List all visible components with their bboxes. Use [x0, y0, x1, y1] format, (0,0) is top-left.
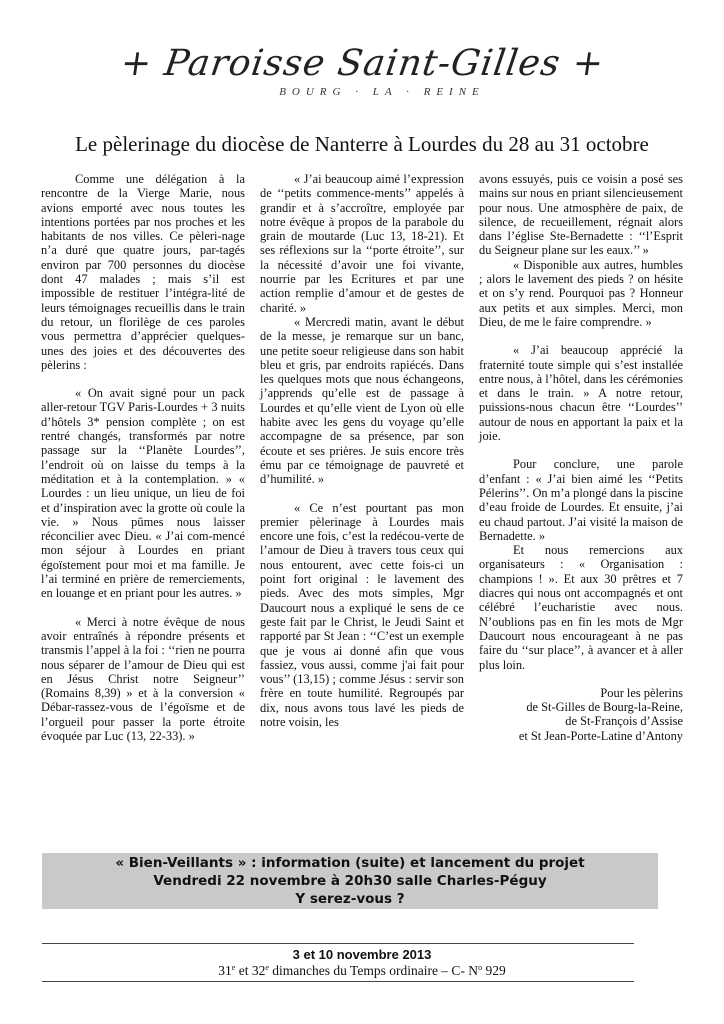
logo-text: + Paroisse Saint-Gilles + — [117, 43, 607, 84]
announcement-banner — [42, 853, 658, 909]
logo-subtext: BOURG · LA · REINE — [279, 86, 485, 98]
paragraph: « Merci à notre évêque de nous avoir entraînés à répondre présents et transmis l’appel à la foi : ‘‘rien ne pourra nous séparer de l’amour de Dieu qui est en Jésus Christ notre Seigneur’’ (Romains 8,39) » et à la conversion « Débar-rassez-vous de l’égoïsme et de l’orgueil pour passer la porte étroite évoquée par Luc (13, 22-33). » — [41, 614, 245, 743]
footer-sup: o — [478, 963, 483, 972]
paragraph: avons essuyés, puis ce voisin a posé ses mains sur nous en priant silencieusement pour nous. Une atmosphère de paix, de silence, de recueillement, régnait alors dans l’église Ste-Bernadette : ‘‘l’Esprit du Seigneur plane sur les eaux.’’ » — [479, 172, 683, 258]
article-title: Le pèlerinage du diocèse de Nanterre à Lourdes du 28 au 31 octobre — [75, 132, 649, 156]
paragraph: « Ce n’est pourtant pas mon premier pèlerinage à Lourdes mais encore une fois, c’est la redécou-verte de l’amour de Dieu à travers tous ceux qui nous entourent, avec cette fois-ci un point fort original : le lavement des pieds. Avec des mots simples, Mgr Daucourt nous a expliqué le sens de ce geste fait par le Christ, le Jeudi Saint et rapporté par St Jean : ‘‘C’est un exemple que je vous ai donné afin que vous fassiez, vous aussi, comme j'ai fait pour vous’’ (13,15) ; comme Jésus : servir son frère en toute humilité. Regroupés par dix, nous avons tous lavé les pieds de notre voisin, les — [260, 500, 464, 729]
banner-line-2: Vendredi 22 novembre à 20h30 salle Charles-Péguy — [153, 873, 547, 889]
signature-line: de St-Gilles de Bourg-la-Reine, — [526, 700, 683, 715]
banner-line-1: « Bien-Veillants » : information (suite) et lancement du projet — [115, 855, 585, 871]
footer-rule-top — [42, 943, 634, 944]
paragraph: Comme une délégation à la rencontre de la Vierge Marie, nous avions emporté avec nous toutes les intentions portées par nos proches et les habitants de nos villes. Ce pèleri-nage n’a duré que quatre jours, par-tagés environ par 700 personnes du diocèse dont 47 malades ; mais s’il est impossible de restituer l’intégra-lité de leurs témoignages recueillis dans le train du retour, un florilège de ces paroles vous permettra d’apprécier quelques-unes des joies et des découvertes des pèlerins : — [41, 172, 245, 372]
parish-logo — [0, 40, 724, 120]
article-body — [41, 172, 683, 743]
footer-issue-number: 929 — [482, 963, 506, 978]
signature-line: Pour les pèlerins — [600, 685, 683, 700]
footer-text: et 32 — [235, 963, 266, 978]
paragraph: Pour conclure, une parole d’enfant : « J’ai bien aimé les ‘‘Petits Pélerins’’. On m’a plongé dans la piscine d’eau froide de Lourdes. Et ensuite, j’ai eu chaud partout. J’ai visité la maison de Bernadette. » — [479, 457, 683, 543]
footer-rule-bottom — [42, 981, 634, 982]
signature — [479, 686, 683, 743]
footer-sup: e — [265, 963, 269, 972]
footer-text: dimanches du Temps ordinaire – C- N — [268, 963, 479, 978]
footer-text: 31 — [218, 963, 232, 978]
column-2 — [260, 172, 464, 743]
paragraph: « Mercredi matin, avant le début de la messe, je remarque sur un banc, une petite soeur religieuse dans son habit bleu et gris, par endroits rapiécés. Dans les quelques mots que nous échangeons, j’apprends qu’elle est de passage à Lourdes et qu’elle vient de Lyon où elle habite avec les gens du voyage qu’elle accompagne de sa présence, par son écoute et ses prières. Je suis encore très ému par ce témoignage de pauvreté et d’humilité. » — [260, 314, 464, 487]
paragraph: Et nous remercions aux organisateurs : « Organisation : champions ! ». Et aux 30 prêtres et 7 diacres qui nous ont accompagnés et ont célébré l’eucharistie avec nous. N’oublions pas en fin les mots de Mgr Daucourt nous encourageant à ne pas faire du ‘‘sur place’’, à avancer et à aller plus loin. — [479, 543, 683, 672]
paragraph: « On avait signé pour un pack aller-retour TGV Paris-Lourdes + 3 nuits d’hôtels 3* pension complète ; on est rentré changés, transformés par notre passage sur la ‘‘Planète Lourdes’’, l’endroit où on laisse du temps à la méditation et à la contemplation. » « Lourdes : un lieu unique, un lieu de foi et d’inspiration avec la grotte où coule la vie. » Nous pûmes nous laisser réconcilier avec Dieu. « J’ai com-mencé mon séjour à Lourdes en priant égoïstement pour moi et ma famille. Je l’ai terminé en prière de remerciements, en louange et en priant pour les autres. » — [41, 386, 245, 601]
paragraph: « J’ai beaucoup aimé l’expression de ‘‘petits commence-ments’’ appelés à grandir et à s’accroître, employée par notre évêque à propos de la parabole du grain de moutarde (Luc 13, 18-21). Et ses réflexions sur la ‘‘porte étroite’’, sur la nécessité d’avoir une foi vivante, nourrie par les Ecritures et par une action remplie d’amour et de gestes de charité. » — [260, 172, 464, 315]
column-3 — [479, 172, 683, 743]
footer-sup: e — [231, 963, 236, 972]
column-1 — [41, 172, 245, 743]
footer-issue — [0, 963, 724, 979]
footer-dates: 3 et 10 novembre 2013 — [292, 947, 432, 962]
signature-line: et St Jean-Porte-Latine d’Antony — [518, 728, 683, 743]
signature-line: de St-François d’Assise — [565, 714, 683, 729]
paragraph: « J’ai beaucoup apprécié la fraternité toute simple qui s’est installée entre nous, à l’hôtel, dans les cérémonies et dans le train. » A notre retour, puissions-nous chacun être ‘‘Lourdes’’ autour de nous en apportant la paix et la joie. — [479, 343, 683, 444]
paragraph: « Disponible aux autres, humbles ; alors le lavement des pieds ? on hésite et on s’y rend. Pourquoi pas ? Honneur aux petits et aux simples. Merci, mon Dieu, de me le faire comprendre. » — [479, 257, 683, 329]
banner-line-3: Y serez-vous ? — [295, 891, 405, 907]
